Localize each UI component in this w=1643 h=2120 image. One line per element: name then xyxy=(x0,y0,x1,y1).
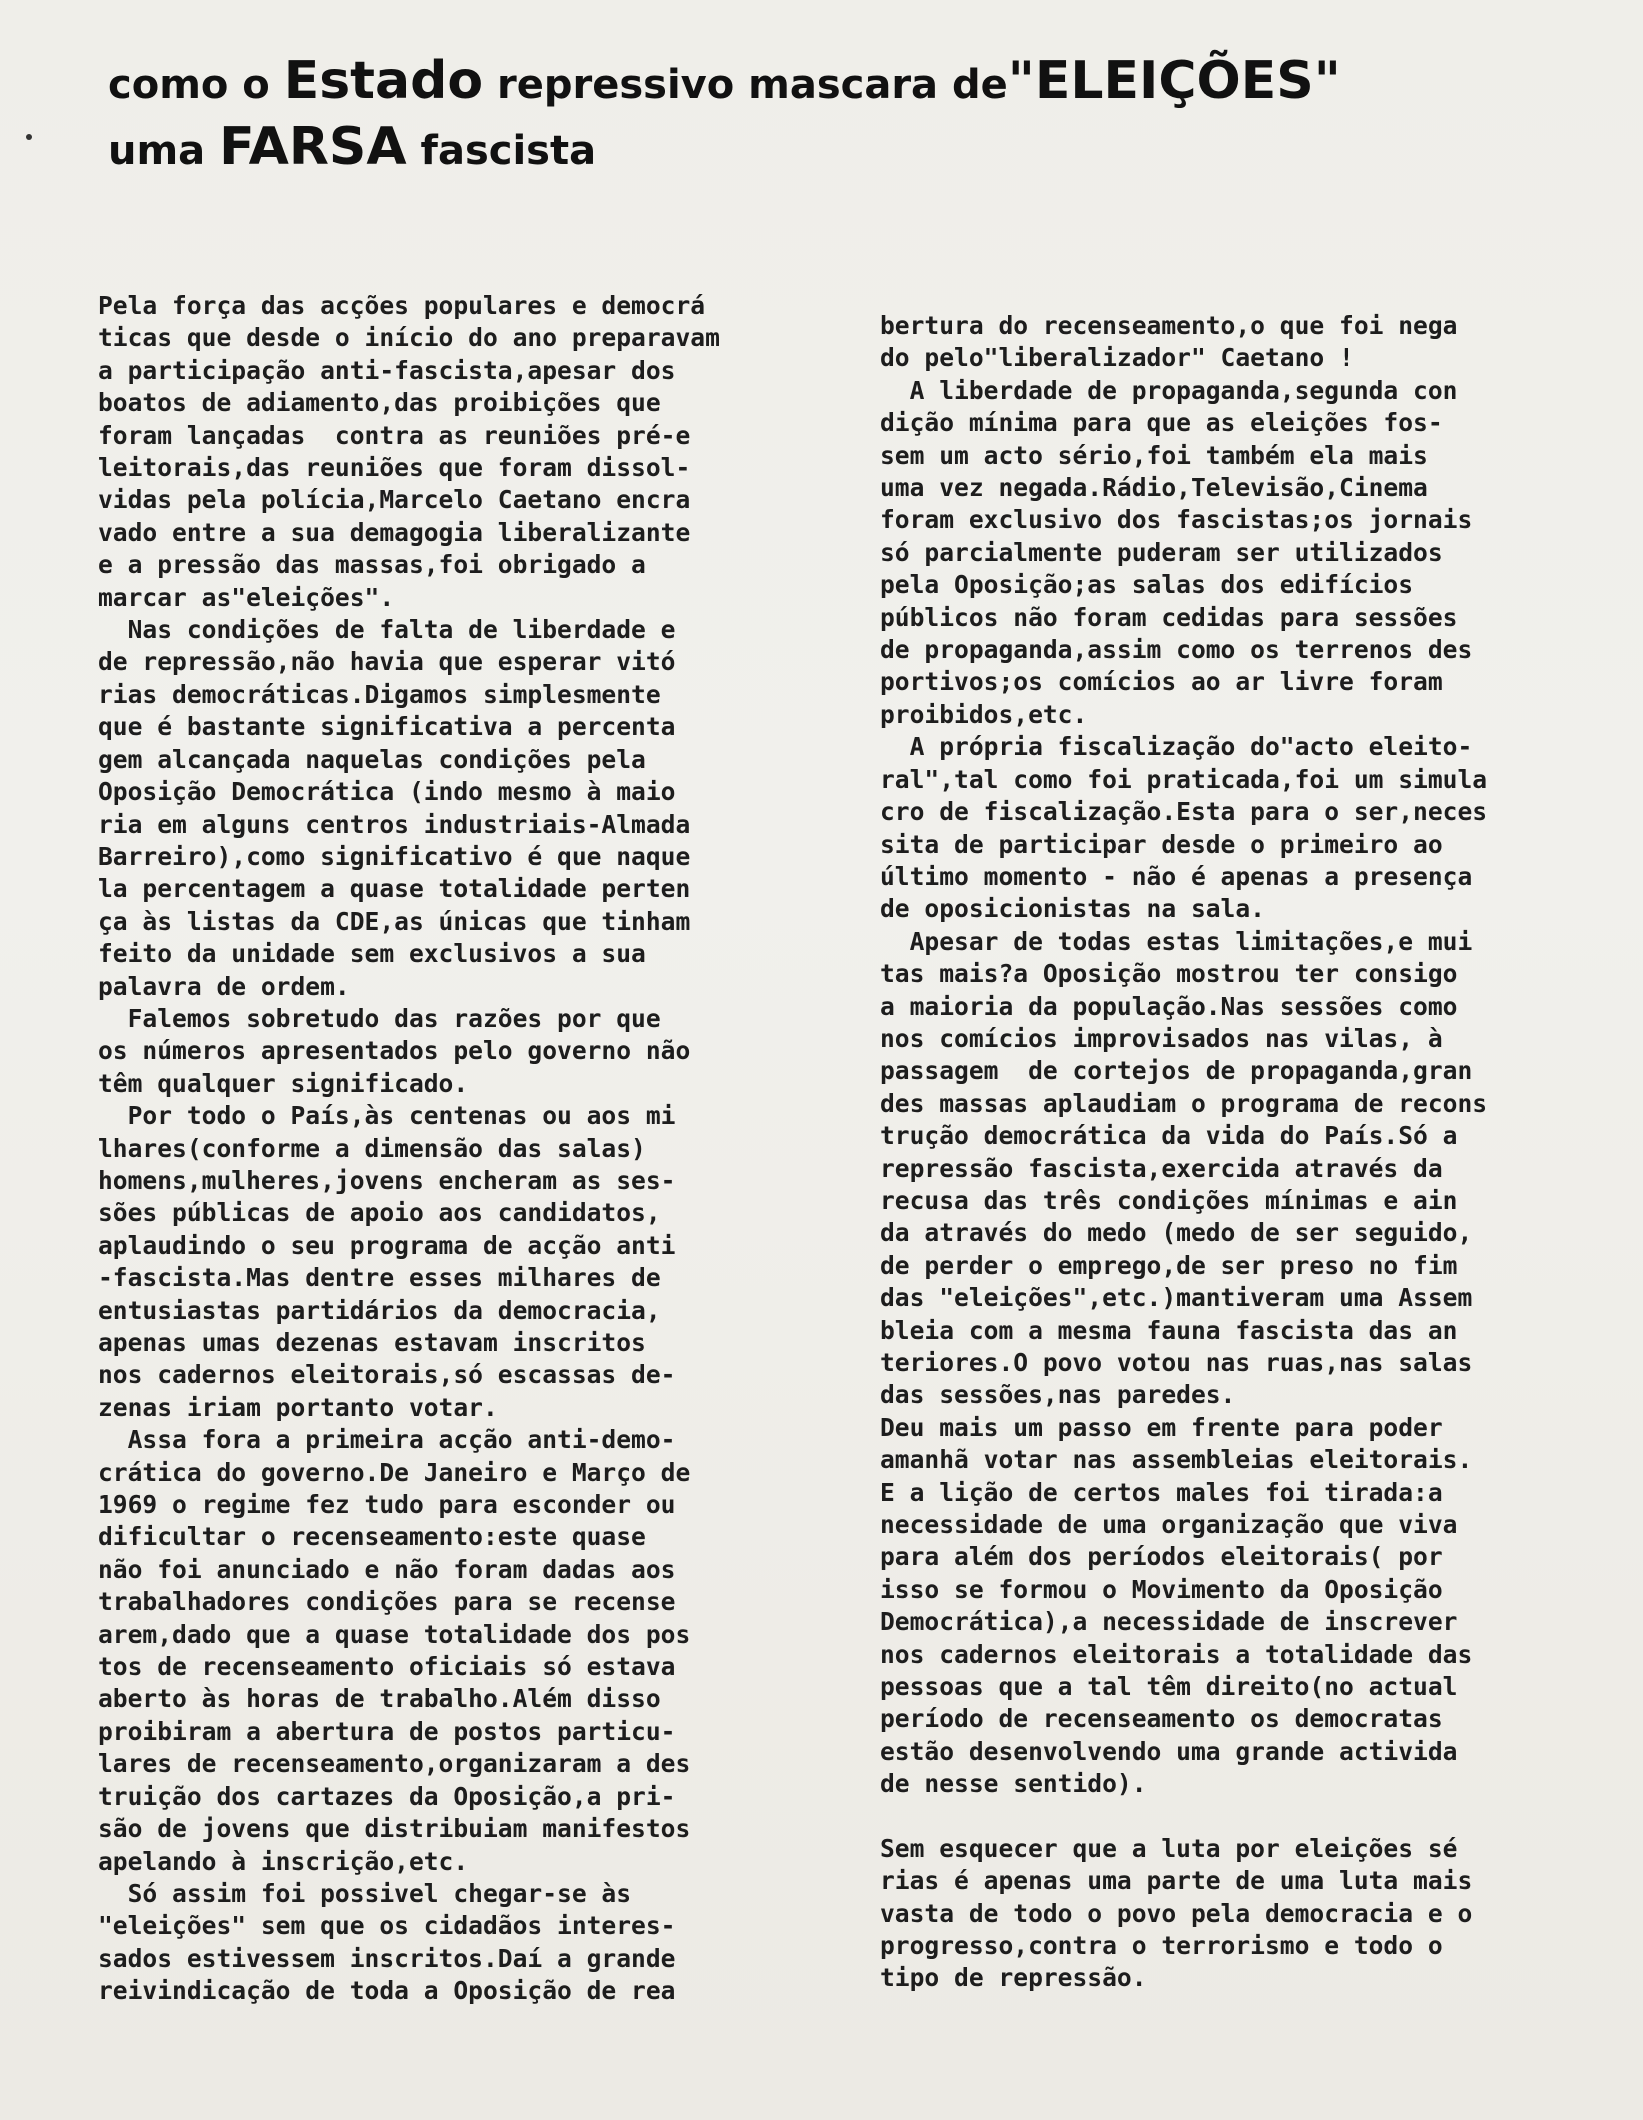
text-line: gem alcançada naquelas condições pela xyxy=(98,744,646,774)
text-line: de oposicionistas na sala. xyxy=(880,894,1265,924)
text-line: aberto às horas de trabalho.Além disso xyxy=(98,1684,661,1714)
title-text: repressivo mascara de xyxy=(483,62,1008,108)
text-line: nos comícios improvisados nas vilas, à xyxy=(880,1023,1443,1053)
title-emphasis-eleicoes: "ELEIÇÕES" xyxy=(1007,51,1341,111)
text-line: arem,dado que a quase totalidade dos pos xyxy=(98,1619,691,1649)
text-line: foram lançadas contra as reuniões pré-e xyxy=(98,420,691,450)
text-line: só parcialmente puderam ser utilizados xyxy=(880,537,1443,567)
text-line: Pela força das acções populares e democrá xyxy=(98,291,706,320)
text-line: das sessões,nas paredes. xyxy=(880,1380,1236,1410)
text-line: E a lição de certos males foi tirada:a xyxy=(880,1477,1443,1507)
text-line: isso se formou o Movimento da Oposição xyxy=(880,1574,1443,1604)
text-line: estão desenvolvendo uma grande activida xyxy=(880,1736,1458,1766)
text-line: a maioria da população.Nas sessões como xyxy=(880,991,1458,1021)
text-line: de repressão,não havia que esperar vitó xyxy=(98,647,676,677)
text-line: crática do governo.De Janeiro e Março de xyxy=(98,1457,691,1487)
text-line: marcar as"eleições". xyxy=(98,582,395,612)
text-line: Nas condições de falta de liberdade e xyxy=(98,615,676,645)
text-line: aplaudindo o seu programa de acção anti xyxy=(98,1230,676,1260)
text-line: progresso,contra o terrorismo e todo o xyxy=(880,1930,1443,1960)
text-line: Apesar de todas estas limitações,e mui xyxy=(880,926,1473,956)
text-line: a participação anti-fascista,apesar dos xyxy=(98,355,676,385)
text-line: públicos não foram cedidas para sessões xyxy=(880,602,1458,632)
text-line: pessoas que a tal têm direito(no actual xyxy=(880,1672,1458,1702)
text-line: sados estivessem inscritos.Daí a grande xyxy=(98,1943,676,1973)
text-line: des massas aplaudiam o programa de recons xyxy=(880,1088,1488,1118)
text-line: para além dos períodos eleitorais( por xyxy=(880,1542,1443,1572)
text-line: apelando à inscrição,etc. xyxy=(98,1846,469,1876)
text-line: Democrática),a necessidade de inscrever xyxy=(880,1607,1458,1637)
text-line: pela Oposição;as salas dos edifícios xyxy=(880,570,1414,600)
text-line: ticas que desde o início do ano preparavam xyxy=(98,323,720,353)
text-line: A própria fiscalização do"acto eleito- xyxy=(880,732,1473,762)
text-line: leitorais,das reuniões que foram dissol- xyxy=(98,453,691,483)
left-column xyxy=(98,290,720,2008)
text-line: uma vez negada.Rádio,Televisão,Cinema xyxy=(880,473,1428,503)
text-line: reivindicação de toda a Oposição de rea xyxy=(98,1976,676,2006)
text-line: ria em alguns centros industriais-Almada xyxy=(98,809,691,839)
text-line: ça às listas da CDE,as únicas que tinham xyxy=(98,906,691,936)
text-line: rias democráticas.Digamos simplesmente xyxy=(98,679,661,709)
text-line: têm qualquer significado. xyxy=(98,1068,469,1098)
text-line: dição mínima para que as eleições fos- xyxy=(880,408,1443,438)
text-line xyxy=(880,1801,1487,1833)
text-line: amanhã votar nas assembleias eleitorais. xyxy=(880,1445,1473,1475)
text-line: A liberdade de propaganda,segunda con xyxy=(880,375,1458,405)
text-line: apenas umas dezenas estavam inscritos xyxy=(98,1328,646,1357)
text-line: Falemos sobretudo das razões por que xyxy=(98,1003,661,1033)
text-line: teriores.O povo votou nas ruas,nas salas xyxy=(880,1348,1473,1377)
text-line: foram exclusivo dos fascistas;os jornais xyxy=(880,505,1473,535)
text-line: repressão fascista,exercida através da xyxy=(880,1153,1443,1183)
text-line: que é bastante significativa a percenta xyxy=(98,712,676,742)
text-line: Assa fora a primeira acção anti-demo- xyxy=(98,1425,676,1455)
text-line: "eleições" sem que os cidadãos interes- xyxy=(98,1911,676,1941)
text-line: tipo de repressão. xyxy=(880,1963,1147,1993)
text-line: nos cadernos eleitorais a totalidade das xyxy=(880,1639,1473,1669)
text-line: -fascista.Mas dentre esses milhares de xyxy=(98,1263,661,1293)
text-line: zenas iriam portanto votar. xyxy=(98,1392,498,1422)
page-title xyxy=(108,52,1568,178)
text-line: tos de recenseamento oficiais só estava xyxy=(98,1652,676,1682)
text-line: lares de recenseamento,organizaram a des xyxy=(98,1749,691,1779)
text-line: feito da unidade sem exclusivos a sua xyxy=(98,939,646,969)
text-line: Oposição Democrática (indo mesmo à maio xyxy=(98,777,676,807)
right-column xyxy=(880,310,1487,1995)
text-line: são de jovens que distribuiam manifestos xyxy=(98,1814,691,1844)
title-text: fascista xyxy=(406,127,597,174)
title-emphasis-farsa: FARSA xyxy=(219,116,407,177)
text-line: rias é apenas uma parte de uma luta mais xyxy=(880,1866,1473,1896)
text-line: homens,mulheres,jovens encheram as ses- xyxy=(98,1165,676,1195)
text-line: sões públicas de apoio aos candidatos, xyxy=(98,1198,661,1228)
text-line: vidas pela polícia,Marcelo Caetano encra xyxy=(98,485,691,515)
text-line: Só assim foi possivel chegar-se às xyxy=(98,1878,632,1908)
text-line: e a pressão das massas,foi obrigado a xyxy=(98,550,646,580)
text-line: nos cadernos eleitorais,só escassas de- xyxy=(98,1360,676,1390)
title-line-2 xyxy=(108,118,1568,178)
text-line: necessidade de uma organização que viva xyxy=(880,1510,1458,1540)
title-text: como o xyxy=(108,62,284,108)
text-line: Sem esquecer que a luta por eleições sé xyxy=(880,1833,1458,1863)
text-line: tas mais?a Oposição mostrou ter consigo xyxy=(880,959,1458,989)
text-line: de propaganda,assim como os terrenos des xyxy=(880,635,1473,665)
text-line: palavra de ordem. xyxy=(98,971,350,1001)
text-line: de perder o emprego,de ser preso no fim xyxy=(880,1250,1458,1280)
text-line: Barreiro),como significativo é que naque xyxy=(98,841,691,871)
text-line: Deu mais um passo em frente para poder xyxy=(880,1412,1443,1442)
text-line: vado entre a sua demagogia liberalizante xyxy=(98,517,691,547)
ink-dot xyxy=(26,134,32,140)
text-line: período de recenseamento os democratas xyxy=(880,1704,1443,1734)
title-emphasis-estado: Estado xyxy=(283,51,484,111)
text-line: do pelo"liberalizador" Caetano ! xyxy=(880,343,1354,373)
text-line: trução democrática da vida do País.Só a xyxy=(880,1121,1458,1151)
text-line: da através do medo (medo de ser seguido, xyxy=(880,1218,1473,1248)
text-line: recusa das três condições mínimas e ain xyxy=(880,1185,1458,1215)
text-line: cro de fiscalização.Esta para o ser,neces xyxy=(880,797,1488,827)
text-line: sem um acto sério,foi também ela mais xyxy=(880,440,1428,470)
text-line: la percentagem a quase totalidade perten xyxy=(98,874,691,904)
text-line: 1969 o regime fez tudo para esconder ou xyxy=(98,1490,676,1520)
text-line: último momento - não é apenas a presença xyxy=(880,861,1473,891)
text-line: de nesse sentido). xyxy=(880,1769,1147,1799)
text-line: bertura do recenseamento,o que foi nega xyxy=(880,311,1458,340)
text-line: lhares(conforme a dimensão das salas) xyxy=(98,1133,646,1163)
text-line: proibidos,etc. xyxy=(880,699,1088,729)
title-text: uma xyxy=(108,127,220,174)
text-line: sita de participar desde o primeiro ao xyxy=(880,829,1443,859)
text-line: portivos;os comícios ao ar livre foram xyxy=(880,667,1443,697)
text-line: trabalhadores condições para se recense xyxy=(98,1587,676,1617)
text-line: proibiram a abertura de postos particu- xyxy=(98,1716,676,1746)
text-line: bleia com a mesma fauna fascista das an xyxy=(880,1315,1458,1345)
title-line-1 xyxy=(108,52,1568,112)
text-line: entusiastas partidários da democracia, xyxy=(98,1295,661,1325)
text-line: das "eleições",etc.)mantiveram uma Assem xyxy=(880,1283,1473,1313)
text-line: Por todo o País,às centenas ou aos mi xyxy=(98,1101,676,1131)
text-line: truição dos cartazes da Oposição,a pri- xyxy=(98,1781,676,1811)
text-line: os números apresentados pelo governo não xyxy=(98,1036,691,1066)
text-line: passagem de cortejos de propaganda,gran xyxy=(880,1056,1473,1086)
text-line: ral",tal como foi praticada,foi um simula xyxy=(880,764,1488,794)
text-line: não foi anunciado e não foram dadas aos xyxy=(98,1554,676,1584)
text-line: boatos de adiamento,das proibições que xyxy=(98,388,661,418)
text-line: dificultar o recenseamento:este quase xyxy=(98,1522,646,1552)
text-line: vasta de todo o povo pela democracia e o xyxy=(880,1898,1473,1928)
